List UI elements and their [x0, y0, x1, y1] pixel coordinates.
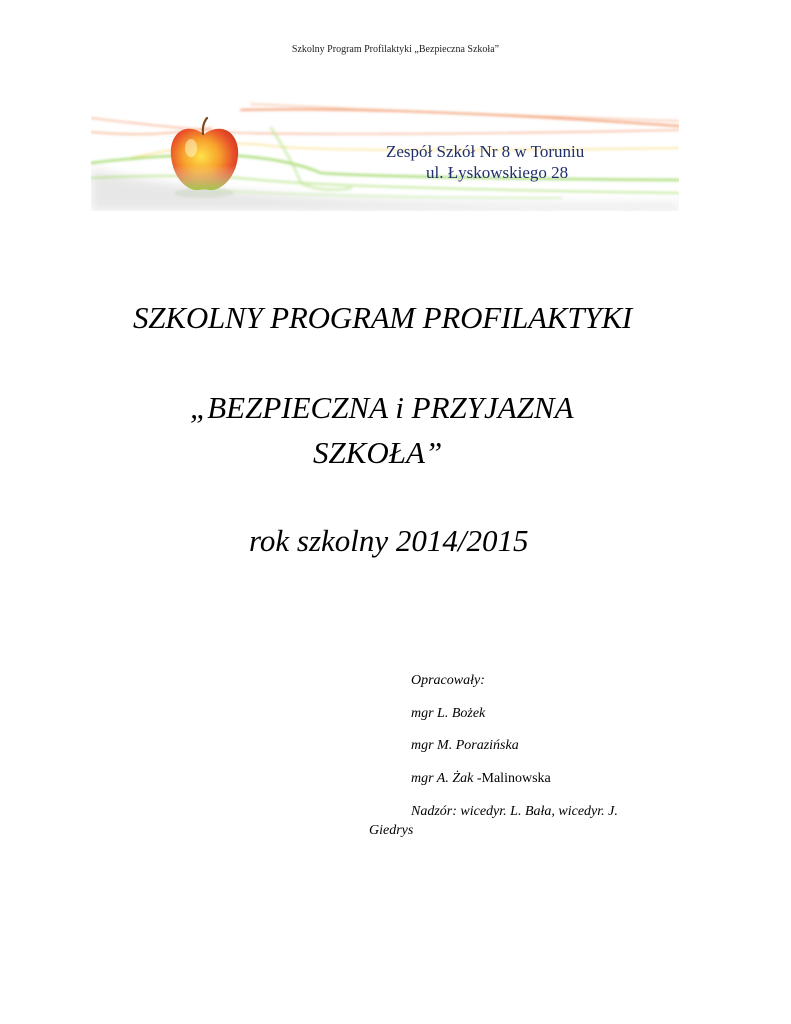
school-banner: [91, 98, 679, 211]
school-name: Zespół Szkół Nr 8 w Toruniu: [386, 142, 585, 161]
author-porazinska: mgr M. Porazińska: [411, 738, 519, 753]
prepared-by-label: Opracowały:: [411, 673, 485, 688]
supervision-line-continued: Giedrys: [369, 823, 414, 838]
author-bozek: mgr L. Bożek: [411, 706, 486, 721]
school-address: ul. Łyskowskiego 28: [426, 163, 569, 182]
author-zak-surname-suffix: -Malinowska: [473, 771, 551, 786]
author-zak-malinowska: [411, 771, 551, 787]
document-title: SZKOLNY PROGRAM PROFILAKTYKI: [133, 300, 633, 335]
program-name-line1: „BEZPIECZNA i PRZYJAZNA: [190, 390, 574, 425]
banner-graphic: [91, 98, 679, 211]
running-header: Szkolny Program Profilaktyki „Bezpieczna Szkoła”: [291, 44, 500, 55]
author-zak-name: mgr A. Żak: [411, 771, 474, 786]
supervision-line: Nadzór: wicedyr. L. Bała, wicedyr. J.: [411, 804, 618, 819]
school-year: rok szkolny 2014/2015: [249, 523, 529, 558]
program-name-line2: SZKOŁA”: [313, 435, 443, 470]
